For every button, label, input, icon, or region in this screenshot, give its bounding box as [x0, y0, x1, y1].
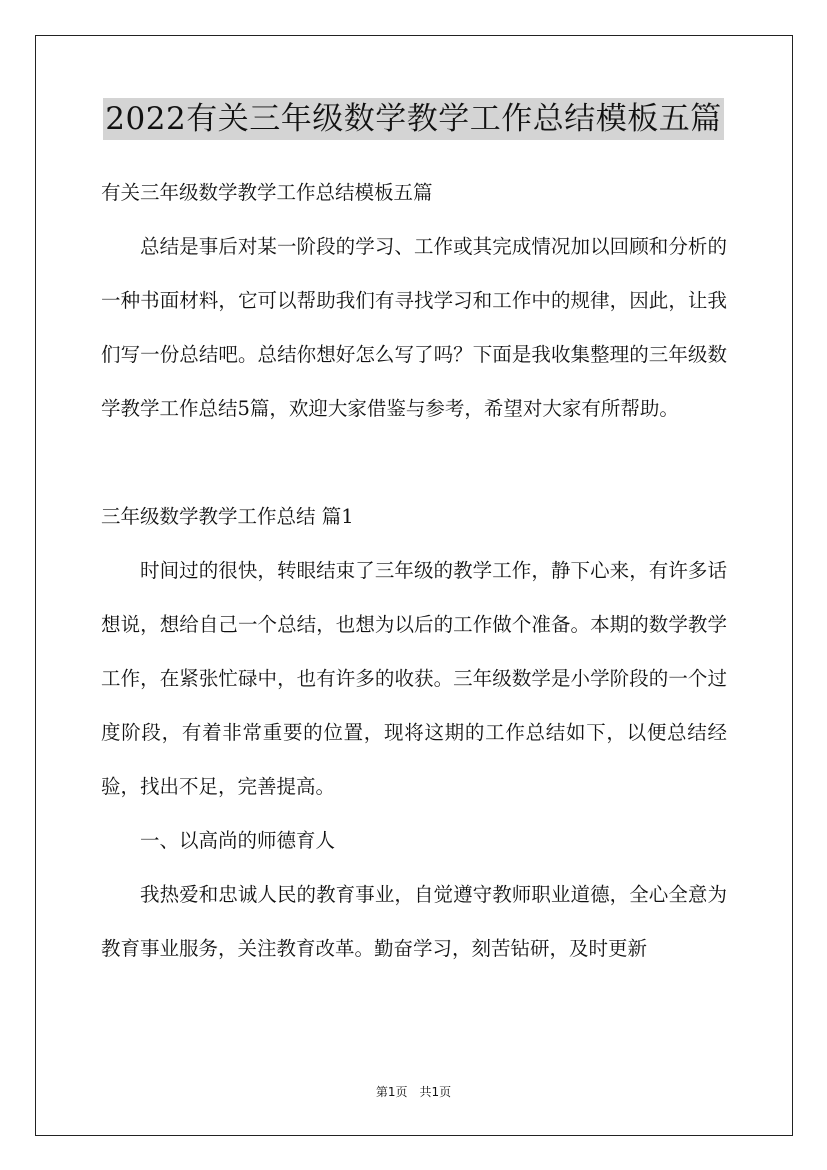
body-paragraph: 时间过的很快，转眼结束了三年级的教学工作，静下心来，有许多话想说，想给自己一个总结，也想为以后的工作做个准备。本期的数学教学工作，在紧张忙碌中，也有许多的收获。三年级数学是小学阶段的一个过度阶段，有着非常重要的位置，现将这期的工作总结如下，以便总结经验，找出不足，完善提高。: [101, 559, 727, 798]
page-footer: 第1页 共1页: [375, 1085, 452, 1099]
document-body: [101, 166, 727, 976]
intro-paragraph: 总结是事后对某一阶段的学习、工作或其完成情况加以回顾和分析的一种书面材料，它可以帮助我们有寻找学习和工作中的规律，因此，让我们写一份总结吧。总结你想好怎么写了吗？下面是我收集整理的三年级数学教学工作总结5篇，欢迎大家借鉴与参考，希望对大家有所帮助。: [101, 235, 727, 420]
body-paragraph: 我热爱和忠诚人民的教育事业，自觉遵守教师职业道德，全心全意为教育事业服务，关注教育改革。勤奋学习，刻苦钻研，及时更新: [101, 883, 727, 960]
title-container: [0, 98, 827, 140]
document-title: 2022有关三年级数学教学工作总结模板五篇: [103, 98, 723, 140]
sub-heading: 一、以高尚的师德育人: [140, 829, 336, 852]
paragraph-gap: [101, 436, 727, 490]
subtitle-line: 有关三年级数学教学工作总结模板五篇: [101, 181, 433, 204]
section-heading: 三年级数学教学工作总结 篇1: [101, 505, 354, 528]
